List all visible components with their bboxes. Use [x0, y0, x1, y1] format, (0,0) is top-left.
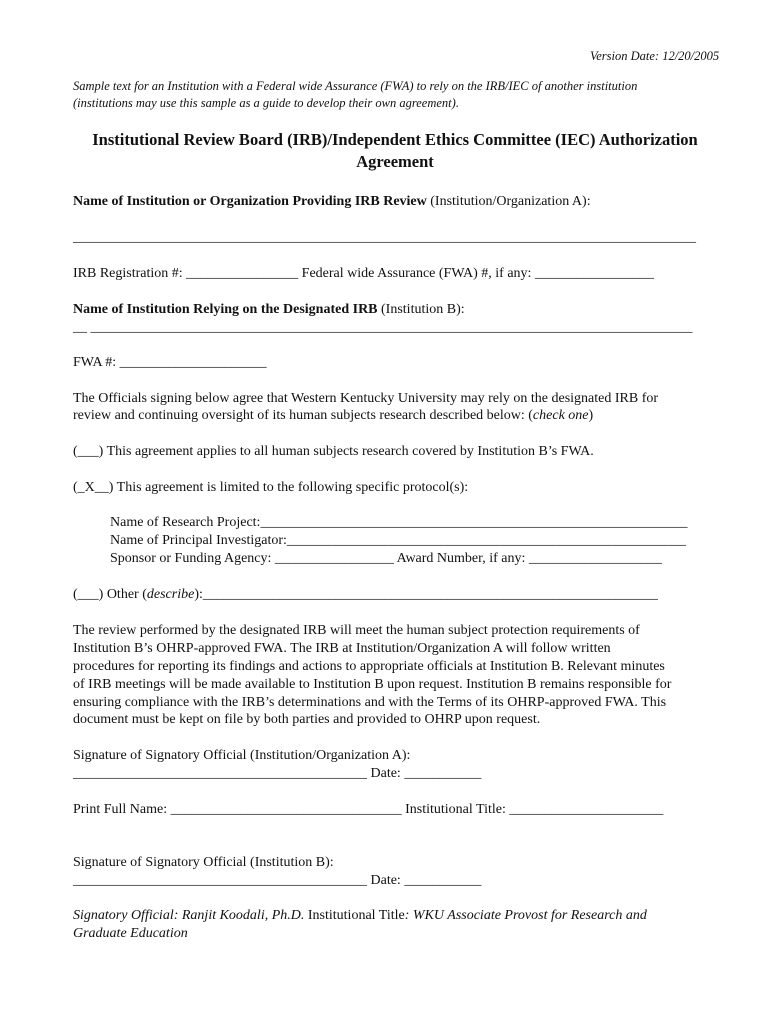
option-limited-protocols: (_X__) This agreement is limited to the following specific protocol(s):: [73, 480, 469, 495]
version-date: Version Date: 12/20/2005: [590, 49, 720, 63]
officials-line-2-post: ): [588, 408, 594, 423]
option-all-research: (___) This agreement applies to all human subjects research covered by Institution B’s FWA.: [73, 444, 594, 459]
officials-line-1: The Officials signing below agree that Western Kentucky University may rely on the designated IRB for: [73, 391, 659, 406]
fwa-number-line: FWA #: _____________________: [73, 355, 267, 370]
option-other-post: ):_________________________________________________________________: [194, 587, 658, 602]
institution-b-blank: __ ______________________________________________________________________________________: [73, 320, 693, 335]
signature-b-label: Signature of Signatory Official (Institution B):: [73, 855, 334, 870]
signature-a-line: __________________________________________ Date: ___________: [73, 766, 482, 781]
institution-a-label-bold: Name of Institution or Organization Providing IRB Review: [73, 194, 427, 209]
research-project-field: Name of Research Project:_____________________________________________________________: [110, 515, 688, 530]
signature-a-label: Signature of Signatory Official (Institution/Organization A):: [73, 748, 411, 763]
option-other-describe: describe: [146, 587, 195, 602]
signatory-title-label: Institutional Title: [304, 908, 405, 923]
institution-b-label-bold: Name of Institution Relying on the Designated IRB: [73, 302, 378, 317]
institution-a-label-rest: (Institution/Organization A):: [426, 194, 591, 209]
document-title-line-1: Institutional Review Board (IRB)/Independent Ethics Committee (IEC) Authorization: [92, 130, 698, 149]
intro-line-1: Sample text for an Institution with a Federal wide Assurance (FWA) to rely on the IRB/IEC of another institution: [73, 79, 638, 93]
signatory-title-value: : WKU Associate Provost for Research and: [404, 908, 647, 923]
review-paragraph-line-3: procedures for reporting its findings and actions to appropriate officials at Institution B. Relevant minutes: [73, 659, 665, 674]
review-paragraph-line-1: The review performed by the designated IRB will meet the human subject protection requirements of: [73, 623, 640, 638]
irb-registration-line: IRB Registration #: ________________ Federal wide Assurance (FWA) #, if any: _________________: [73, 266, 654, 281]
signatory-official-name: Signatory Official: Ranjit Koodali, Ph.D.: [73, 908, 305, 923]
option-other-pre: (___) Other (: [73, 587, 147, 602]
review-paragraph-line-6: document must be kept on file by both parties and provided to OHRP upon request.: [73, 712, 541, 727]
check-one-label: check one: [532, 408, 589, 423]
institution-b-label: [73, 301, 465, 319]
principal-investigator-field: Name of Principal Investigator:_________________________________________________________: [110, 533, 686, 548]
signature-b-line: __________________________________________ Date: ___________: [73, 873, 482, 888]
signatory-official: [73, 907, 647, 925]
institution-a-blank: _________________________________________________________________________________________: [73, 230, 696, 245]
sponsor-funding-field: Sponsor or Funding Agency: _________________ Award Number, if any: ___________________: [110, 551, 662, 566]
review-paragraph-line-2: Institution B’s OHRP-approved FWA. The IRB at Institution/Organization A will follow written: [73, 641, 611, 656]
institution-b-label-rest: (Institution B):: [377, 302, 465, 317]
officials-line-2: [73, 407, 593, 425]
signatory-title-line-2: Graduate Education: [73, 926, 188, 941]
institution-a-label: [73, 193, 591, 211]
review-paragraph-line-4: of IRB meetings will be made available to Institution B upon request. Institution B remains responsible for: [73, 677, 672, 692]
review-paragraph-line-5: ensuring compliance with the IRB’s determinations and with the Terms of its OHRP-approved FWA. This: [73, 695, 667, 710]
print-name-line: Print Full Name: _________________________________ Institutional Title: ______________________: [73, 802, 664, 817]
document-title-line-2: Agreement: [356, 152, 434, 171]
intro-line-2: (institutions may use this sample as a guide to develop their own agreement).: [73, 96, 459, 110]
officials-line-2-pre: review and continuing oversight of its human subjects research described below: (: [73, 408, 533, 423]
option-other: [73, 586, 658, 604]
